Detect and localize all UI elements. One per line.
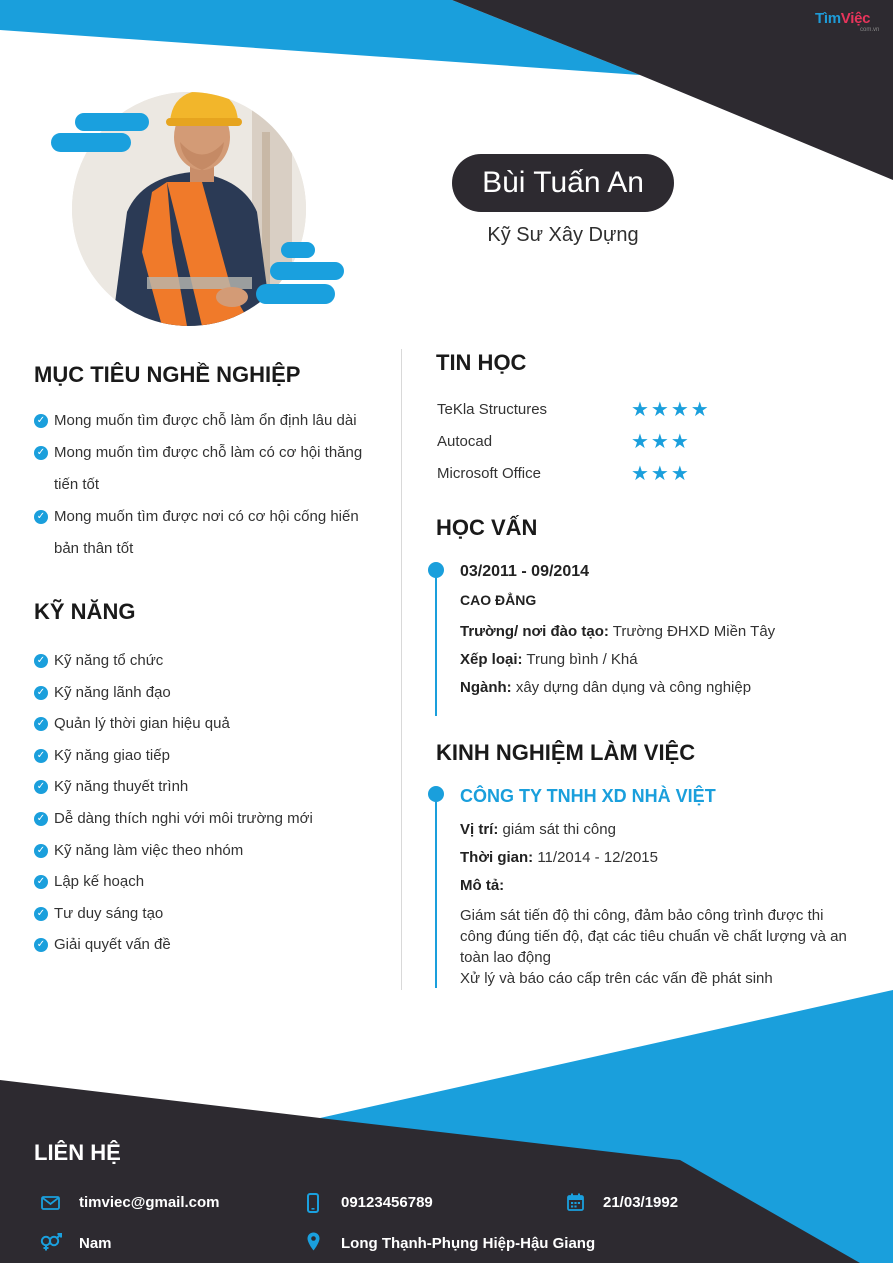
list-item: ✓ Kỹ năng giao tiếp: [34, 740, 384, 772]
contact-phone[interactable]: 09123456789: [341, 1194, 433, 1211]
check-circle-icon: ✓: [34, 414, 48, 428]
check-circle-icon: ✓: [34, 654, 48, 668]
list-item: ✓ Mong muốn tìm được chỗ làm có cơ hội thăng tiến tốt: [34, 437, 384, 501]
column-divider: [401, 349, 402, 990]
list-item: ✓ Kỹ năng tổ chức: [34, 645, 384, 677]
list-item: ✓ Quản lý thời gian hiệu quả: [34, 708, 384, 740]
decor-pill: [51, 133, 131, 152]
phone-icon: [307, 1193, 319, 1213]
check-circle-icon: ✓: [34, 686, 48, 700]
education-period: 03/2011 - 09/2014: [460, 563, 590, 580]
check-circle-icon: ✓: [34, 749, 48, 763]
experience-time: Thời gian: 11/2014 - 12/2015: [460, 849, 658, 866]
timeline-line: [435, 795, 437, 988]
check-circle-icon: ✓: [34, 780, 48, 794]
check-circle-icon: ✓: [34, 907, 48, 921]
logo-subtext: com.vn: [860, 27, 880, 33]
list-item: ✓ Giải quyết vấn đề: [34, 929, 384, 961]
contact-email[interactable]: timviec@gmail.com: [79, 1194, 220, 1211]
objective-heading: MỤC TIÊU NGHỀ NGHIỆP: [34, 362, 301, 387]
gender-icon: [40, 1233, 62, 1251]
it-skill-name: Microsoft Office: [437, 465, 541, 482]
timeline-dot: [428, 786, 444, 802]
check-circle-icon: ✓: [34, 446, 48, 460]
candidate-name: Bùi Tuấn An: [452, 154, 674, 212]
it-skill-name: Autocad: [437, 433, 493, 450]
check-circle-icon: ✓: [34, 844, 48, 858]
calendar-icon: [567, 1193, 584, 1211]
it-skill-row: [437, 431, 737, 453]
contact-gender: Nam: [79, 1235, 112, 1252]
list-item: ✓ Tư duy sáng tạo: [34, 898, 384, 930]
experience-heading: KINH NGHIỆM LÀM VIỆC: [436, 740, 696, 765]
decor-pill: [256, 284, 335, 304]
job-title: Kỹ Sư Xây Dựng: [487, 224, 639, 246]
decor-pill: [270, 262, 344, 280]
star-rating-icon: ★★★: [631, 463, 691, 485]
check-circle-icon: ✓: [34, 717, 48, 731]
list-item: ✓ Dễ dàng thích nghi với môi trường mới: [34, 803, 384, 835]
timeline-dot: [428, 562, 444, 578]
experience-position: Vị trí: giám sát thi công: [460, 821, 616, 838]
check-circle-icon: ✓: [34, 938, 48, 952]
email-icon: [41, 1196, 60, 1210]
experience-desc-label: Mô tả:: [460, 877, 505, 894]
skills-list: [34, 645, 384, 961]
list-item: ✓ Kỹ năng làm việc theo nhóm: [34, 835, 384, 867]
it-skills-heading: TIN HỌC: [436, 350, 527, 375]
education-heading: HỌC VẤN: [436, 515, 538, 540]
contact-birthday: 21/03/1992: [603, 1194, 679, 1211]
list-item: ✓ Kỹ năng lãnh đạo: [34, 677, 384, 709]
education-major: Ngành: xây dựng dân dụng và công nghiệp: [460, 679, 752, 696]
check-circle-icon: ✓: [34, 875, 48, 889]
objective-list: [34, 405, 384, 565]
check-circle-icon: ✓: [34, 812, 48, 826]
decor-pill: [281, 242, 315, 258]
location-pin-icon: [307, 1232, 320, 1251]
education-school: Trường/ nơi đào tạo: Trường ĐHXD Miền Tây: [460, 623, 776, 640]
star-rating-icon: ★★★: [631, 431, 691, 453]
check-circle-icon: ✓: [34, 510, 48, 524]
decor-pill: [75, 113, 149, 131]
education-degree: CAO ĐẲNG: [460, 592, 537, 608]
it-skill-row: [437, 463, 737, 485]
experience-description: Giám sát tiến độ thi công, đảm bảo công trình được thi công đúng tiến độ, đạt các tiêu chuẩn về chất lượng và an toàn lao động Xử lý và báo cáo cấp trên các vấn đề phát sinh: [460, 907, 847, 987]
timeline-line: [435, 570, 437, 716]
timviec-logo[interactable]: TìmViệc: [815, 10, 871, 27]
it-skill-row: [437, 399, 737, 421]
list-item: ✓ Mong muốn tìm được chỗ làm ổn định lâu dài: [34, 405, 384, 437]
skills-heading: KỸ NĂNG: [34, 599, 136, 624]
star-rating-icon: ★★★★: [631, 399, 711, 421]
list-item: ✓ Kỹ năng thuyết trình: [34, 771, 384, 803]
contact-address: Long Thạnh-Phụng Hiệp-Hậu Giang: [341, 1235, 596, 1252]
list-item: ✓ Lập kế hoạch: [34, 866, 384, 898]
contact-heading: LIÊN HỆ: [34, 1140, 121, 1165]
company-name: CÔNG TY TNHH XD NHÀ VIỆT: [460, 786, 716, 806]
it-skill-name: TeKla Structures: [437, 401, 548, 418]
list-item: ✓ Mong muốn tìm được nơi có cơ hội cống hiến bản thân tốt: [34, 501, 384, 565]
education-rank: Xếp loại: Trung bình / Khá: [460, 651, 638, 668]
